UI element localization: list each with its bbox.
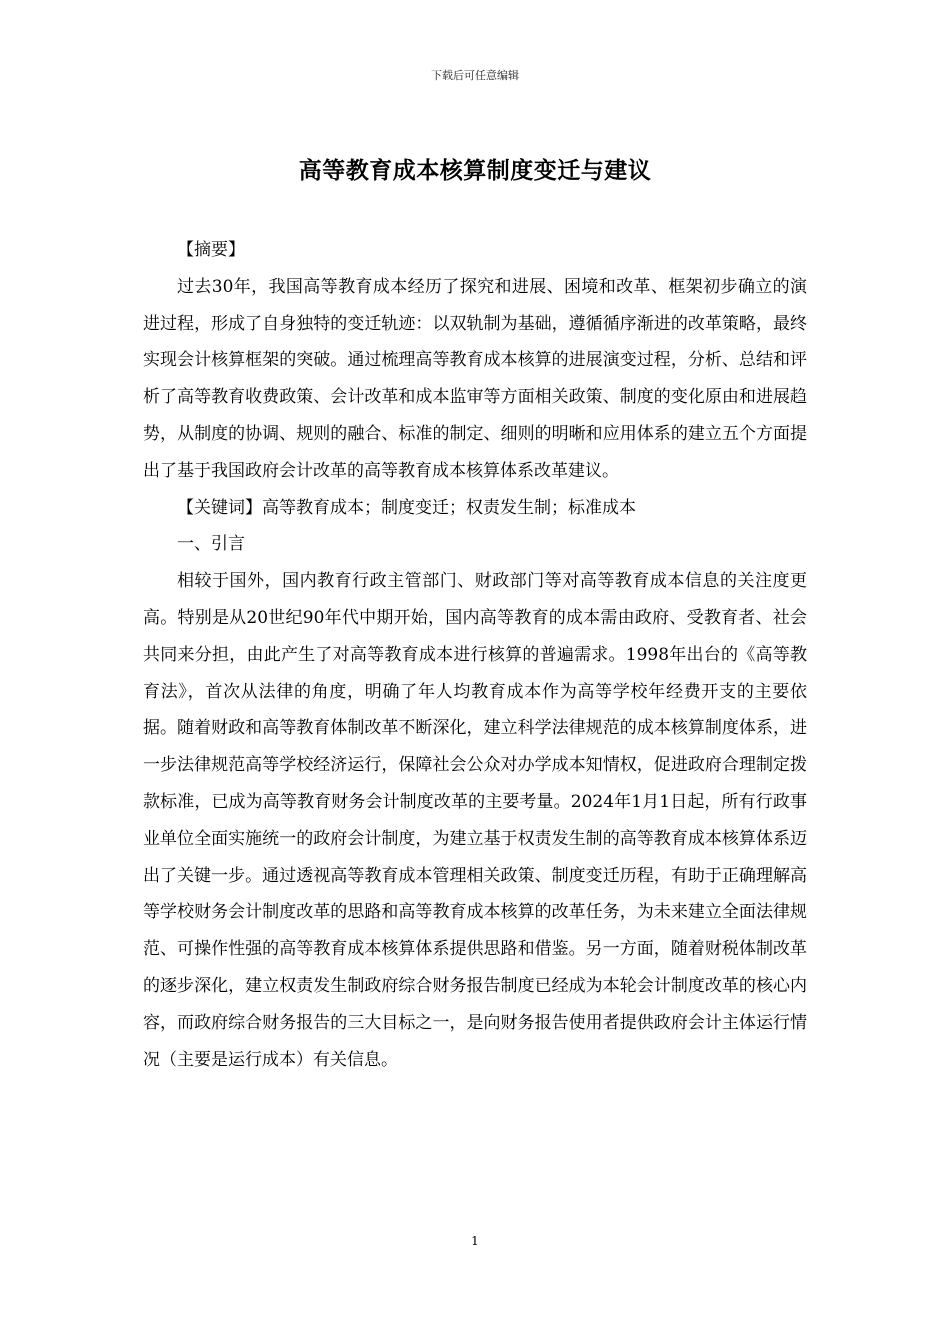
document-body (143, 232, 807, 1078)
document-title: 高等教育成本核算制度变迁与建议 (298, 157, 652, 184)
intro-paragraph: 相较于国外，国内教育行政主管部门、财政部门等对高等教育成本信息的关注度更高。特别是从20世纪90年代中期开始，国内高等教育的成本需由政府、受教育者、社会共同来分担，由此产生了对高等教育成本进行核算的普遍需求。1998年出台的《高等教育法》，首次从法律的角度，明确了年人均教育成本作为高等学校年经费开支的主要依据。随着财政和高等教育体制改革不断深化，建立科学法律规范的成本核算制度体系，进一步法律规范高等学校经济运行，保障社会公众对办学成本知情权，促进政府合理制定拨款标准，已成为高等教育财务会计制度改革的主要考量。2024年1月1日起，所有行政事业单位全面实施统一的政府会计制度，为建立基于权责发生制的高等教育成本核算体系迈出了关键一步。通过透视高等教育成本管理相关政策、制度变迁历程，有助于正确理解高等学校财务会计制度改革的思路和高等教育成本核算的改革任务，为未来建立全面法律规范、可操作性强的高等教育成本核算体系提供思路和借鉴。另一方面，随着财税体制改革的逐步深化，建立权责发生制政府综合财务报告制度已经成为本轮会计制度改革的核心内容，而政府综合财务报告的三大目标之一，是向财务报告使用者提供政府会计主体运行情况（主要是运行成本）有关信息。 (143, 571, 807, 1070)
keywords-line (143, 490, 807, 527)
keywords-label: 【关键词】 (177, 497, 262, 518)
abstract-heading: 【摘要】 (177, 240, 245, 260)
section-heading: 一、引言 (177, 534, 245, 555)
abstract-paragraph: 过去30年，我国高等教育成本经历了探究和进展、困境和改革、框架初步确立的演进过程，形成了自身独特的变迁轨迹：以双轨制为基础，遵循循序渐进的改革策略，最终实现会计核算框架的突破。通过梳理高等教育成本核算的进展演变过程，分析、总结和评析了高等教育收费政策、会计改革和成本监审等方面相关政策、制度的变化原由和进展趋势，从制度的协调、规则的融合、标准的制定、细则的明晰和应用体系的建立五个方面提出了基于我国政府会计改革的高等教育成本核算体系改革建议。 (143, 276, 807, 481)
keywords-text: 高等教育成本；制度变迁；权责发生制；标准成本 (262, 497, 636, 518)
page-number: 1 (471, 1234, 479, 1248)
header-note: 下载后可任意编辑 (431, 69, 519, 82)
